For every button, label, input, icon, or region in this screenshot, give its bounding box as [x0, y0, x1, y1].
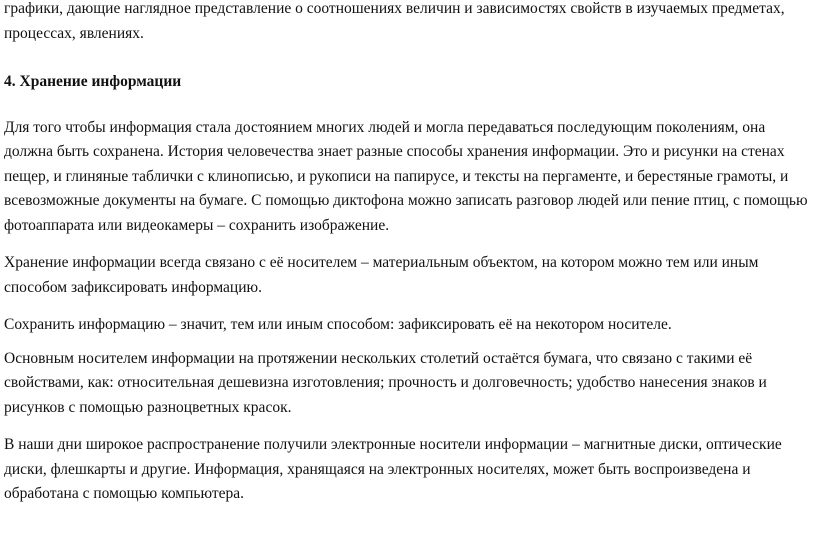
- section-heading: 4. Хранение информации: [4, 73, 182, 90]
- paragraph-storage-carrier: Хранение информации всегда связано с её носителем – материальным объектом, на котором можно тем или иным способом зафиксировать информацию.: [4, 254, 759, 296]
- paragraph-electronic-carriers: В наши дни широкое распространение получили электронные носители информации – магнитные диски, оптические диски, флешкарты и другие. Информация, хранящаяся на электронных носителях, может быть воспроизведена и обработана с помощью компьютера.: [4, 436, 782, 502]
- paragraph-storage-history: Для того чтобы информация стала достоянием многих людей и могла передаваться последующим поколениям, она должна быть сохранена. История человечества знает разные способы хранения информации. Это и рисунки на стенах пещер, и глиняные таблички с клинописью, и рукописи на папирусе, и тексты на пергаменте, и берестяные грамоты, и всевозможные документы на бумаге. С помощью диктофона можно записать разговор людей или пение птиц, с помощью фотоаппарата или видеокамеры – сохранить изображение.: [4, 118, 808, 234]
- document-page: [4, 0, 810, 507]
- paragraph-save-definition: Сохранить информацию – значит, тем или иным способом: зафиксировать её на некотором носителе.: [4, 316, 672, 333]
- intro-fragment: графики, дающие наглядное представление о соотношениях величин и зависимостях свойств в изучаемых предметах, процессах, явлениях.: [4, 0, 785, 42]
- paragraph-paper-carrier: Основным носителем информации на протяжении нескольких столетий остаётся бумага, что связано с такими её свойствами, как: относительная дешевизна изготовления; прочность и долговечность; удобство нанесения знаков и рисунков с помощью разноцветных красок.: [4, 349, 767, 416]
